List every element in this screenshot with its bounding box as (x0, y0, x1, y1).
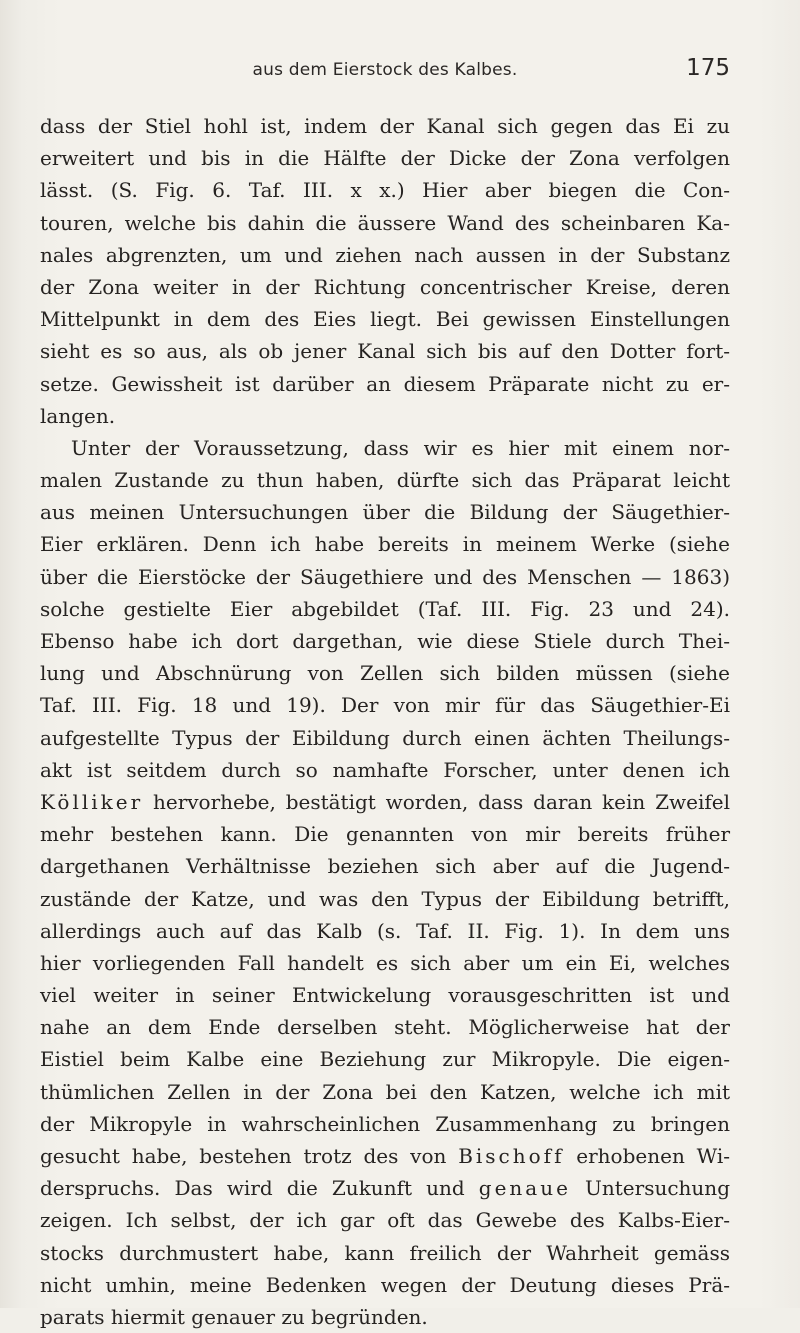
text-line: zustände der Katze, und was den Typus der Eibildung betrifft, (40, 886, 730, 911)
text-line: Eier erklären. Denn ich habe bereits in meinem Werke (siehe (40, 532, 730, 557)
text-line (40, 1172, 730, 1204)
text-line: mehr bestehen kann. Die genannten von mir bereits früher (40, 822, 730, 847)
text-line (40, 786, 730, 818)
text-line: Eistiel beim Kalbe eine Beziehung zur Mikropyle. Die eigen- (40, 1047, 730, 1072)
author-name-spaced: Kölliker (40, 789, 144, 814)
text-line: viel weiter in seiner Entwickelung vorausgeschritten ist und (40, 983, 730, 1008)
text-line: hier vorliegenden Fall handelt es sich aber um ein Ei, welches (40, 950, 730, 975)
text-line: allerdings auch auf das Kalb (s. Taf. II. Fig. 1). In dem uns (40, 918, 730, 943)
text-line: setze. Gewissheit ist darüber an diesem Präparate nicht zu er- (40, 371, 730, 396)
text-line: Mittelpunkt in dem des Eies liegt. Bei gewissen Einstellungen (40, 307, 730, 332)
text-line: der Mikropyle in wahrscheinlichen Zusammenhang zu bringen (40, 1111, 730, 1136)
text-line: zeigen. Ich selbst, der ich gar oft das Gewebe des Kalbs-Eier- (40, 1208, 730, 1233)
text-line: der Zona weiter in der Richtung concentrischer Kreise, deren (40, 274, 730, 299)
text-line: thümlichen Zellen in der Zona bei den Katzen, welche ich mit (40, 1079, 730, 1104)
text-line-start: gesucht habe, bestehen trotz des von (40, 1144, 459, 1168)
emphasized-word: genaue (478, 1176, 571, 1201)
text-line-end: Untersuchung (570, 1176, 730, 1201)
text-line: aufgestellte Typus der Eibildung durch einen ächten Theilungs- (40, 725, 730, 750)
text-line: stocks durchmustert habe, kann freilich der Wahrheit gemäss (40, 1240, 730, 1265)
text-line: parats hiermit genauer zu begründen. (40, 1304, 428, 1329)
text-line: Ebenso habe ich dort dargethan, wie diese Stiele durch Thei- (40, 629, 730, 653)
text-line: sieht es so aus, als ob jener Kanal sich bis auf den Dotter fort- (40, 339, 730, 364)
text-line: dargethanen Verhältnisse beziehen sich aber auf die Jugend- (40, 854, 730, 879)
text-line: nales abgrenzten, um und ziehen nach aussen in der Substanz (40, 242, 730, 267)
text-line: langen. (40, 403, 116, 428)
running-head (40, 55, 730, 88)
text-line: lässt. (S. Fig. 6. Taf. III. x x.) Hier aber biegen die Con- (40, 178, 730, 203)
text-line: nahe an dem Ende derselben steht. Möglicherweise hat der (40, 1015, 730, 1040)
text-line: akt ist seitdem durch so namhafte Forscher, unter denen ich (40, 757, 730, 782)
running-title: aus dem Eierstock des Kalbes. (252, 60, 518, 80)
text-line: touren, welche bis dahin die äussere Wand des scheinbaren Ka- (40, 210, 730, 235)
text-line: malen Zustande zu thun haben, dürfte sich das Präparat leicht (40, 468, 730, 493)
text-line: aus meinen Untersuchungen über die Bildung der Säugethier- (40, 500, 730, 525)
text-line: nicht umhin, meine Bedenken wegen der Deutung dieses Prä- (40, 1272, 730, 1297)
text-line: über die Eierstöcke der Säugethiere und des Menschen — 1863) (40, 564, 730, 589)
text-line-end: erhobenen Wi- (564, 1144, 730, 1168)
text-line: erweitert und bis in die Hälfte der Dicke der Zona verfolgen (40, 146, 730, 171)
page-number: 175 (686, 55, 730, 81)
body-text (40, 110, 730, 1333)
text-line-start: derspruchs. Das wird die Zukunft und (40, 1176, 479, 1201)
text-line: Taf. III. Fig. 18 und 19). Der von mir für das Säugethier-Ei (40, 693, 730, 718)
author-name-spaced: Bischoff (458, 1144, 565, 1168)
paragraph-start-line: Unter der Voraussetzung, dass wir es hier mit einem nor- (71, 435, 730, 460)
text-line: dass der Stiel hohl ist, indem der Kanal sich gegen das Ei zu (40, 114, 730, 138)
text-line: solche gestielte Eier abgebildet (Taf. III. Fig. 23 und 24). (40, 596, 730, 621)
text-line: lung und Abschnürung von Zellen sich bilden müssen (siehe (40, 661, 730, 686)
text-line (40, 1140, 730, 1172)
text-line-remainder: hervorhebe, bestätigt worden, dass daran kein Zweifel (143, 789, 730, 814)
